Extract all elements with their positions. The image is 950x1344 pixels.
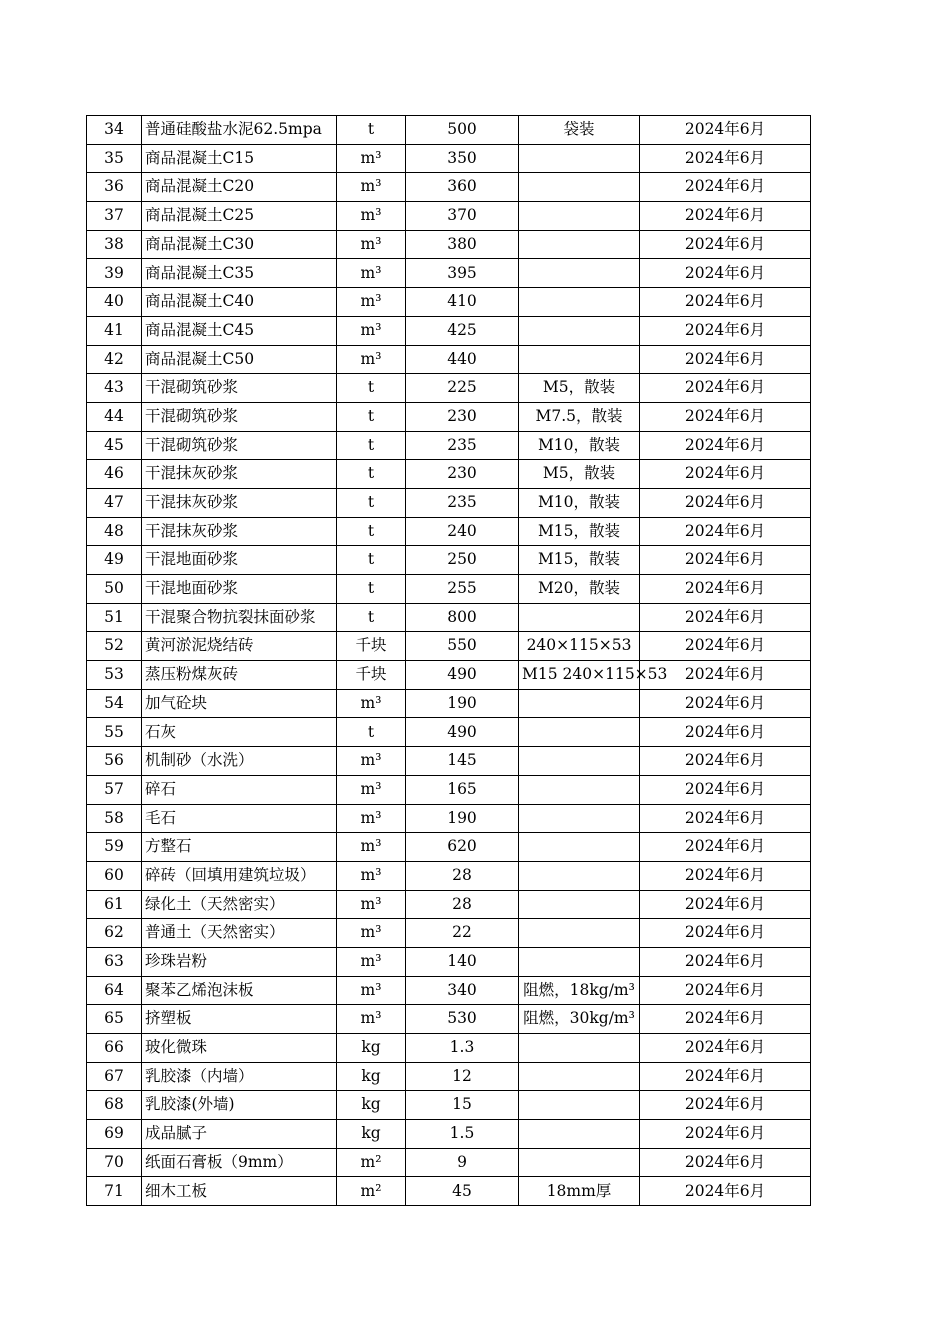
remark-cell [519,1091,640,1120]
row-number-cell: 62 [87,919,142,948]
price-cell: 380 [406,230,519,259]
row-number-cell: 66 [87,1034,142,1063]
date-cell: 2024年6月 [640,1120,811,1149]
row-number-cell: 47 [87,488,142,517]
row-number-cell: 59 [87,833,142,862]
material-name-cell: 普通硅酸盐水泥62.5mpa [142,116,337,145]
row-number-cell: 64 [87,976,142,1005]
table-row [87,1005,811,1034]
remark-cell: 18mm厚 [519,1177,640,1206]
unit-cell: kg [337,1062,406,1091]
table-row [87,1062,811,1091]
price-cell: 45 [406,1177,519,1206]
table-row [87,919,811,948]
material-name-cell: 绿化土（天然密实） [142,890,337,919]
remark-cell [519,775,640,804]
material-name-cell: 聚苯乙烯泡沫板 [142,976,337,1005]
date-cell: 2024年6月 [640,1091,811,1120]
remark-cell: M5，散装 [519,460,640,489]
price-cell: 230 [406,460,519,489]
remark-cell [519,689,640,718]
remark-cell [519,230,640,259]
remark-cell [519,345,640,374]
row-number-cell: 34 [87,116,142,145]
date-cell: 2024年6月 [640,288,811,317]
material-name-cell: 商品混凝土C15 [142,144,337,173]
table-row [87,144,811,173]
price-cell: 500 [406,116,519,145]
unit-cell: m³ [337,747,406,776]
price-cell: 1.3 [406,1034,519,1063]
remark-cell [519,804,640,833]
unit-cell: m³ [337,230,406,259]
price-cell: 370 [406,202,519,231]
unit-cell: t [337,517,406,546]
row-number-cell: 69 [87,1120,142,1149]
row-number-cell: 56 [87,747,142,776]
date-cell: 2024年6月 [640,575,811,604]
date-cell: 2024年6月 [640,947,811,976]
table-row [87,402,811,431]
material-name-cell: 挤塑板 [142,1005,337,1034]
table-row [87,890,811,919]
price-cell: 140 [406,947,519,976]
unit-cell: m² [337,1177,406,1206]
table-row [87,661,811,690]
material-name-cell: 机制砂（水洗） [142,747,337,776]
date-cell: 2024年6月 [640,345,811,374]
unit-cell: m³ [337,202,406,231]
date-cell: 2024年6月 [640,1062,811,1091]
price-cell: 28 [406,861,519,890]
date-cell: 2024年6月 [640,976,811,1005]
material-name-cell: 干混抹灰砂浆 [142,488,337,517]
price-cell: 240 [406,517,519,546]
price-cell: 425 [406,316,519,345]
remark-cell: M15，散装 [519,517,640,546]
date-cell: 2024年6月 [640,202,811,231]
price-cell: 490 [406,661,519,690]
price-cell: 235 [406,488,519,517]
row-number-cell: 50 [87,575,142,604]
table-row [87,316,811,345]
material-name-cell: 干混抹灰砂浆 [142,460,337,489]
date-cell: 2024年6月 [640,804,811,833]
row-number-cell: 45 [87,431,142,460]
table-row [87,861,811,890]
material-name-cell: 乳胶漆(外墙) [142,1091,337,1120]
row-number-cell: 37 [87,202,142,231]
material-name-cell: 加气砼块 [142,689,337,718]
table-row [87,374,811,403]
table-row [87,202,811,231]
remark-cell: M10，散装 [519,488,640,517]
row-number-cell: 54 [87,689,142,718]
unit-cell: m³ [337,976,406,1005]
unit-cell: t [337,603,406,632]
date-cell: 2024年6月 [640,402,811,431]
remark-cell: 240×115×53 [519,632,640,661]
unit-cell: t [337,402,406,431]
table-row [87,947,811,976]
material-name-cell: 商品混凝土C45 [142,316,337,345]
row-number-cell: 70 [87,1148,142,1177]
remark-cell [519,603,640,632]
remark-cell [519,1120,640,1149]
remark-cell: M7.5，散装 [519,402,640,431]
date-cell: 2024年6月 [640,259,811,288]
price-cell: 340 [406,976,519,1005]
row-number-cell: 60 [87,861,142,890]
table-body [87,116,811,1206]
unit-cell: m³ [337,316,406,345]
row-number-cell: 46 [87,460,142,489]
row-number-cell: 67 [87,1062,142,1091]
remark-cell: 阻燃，18kg/m³ [519,976,640,1005]
price-cell: 145 [406,747,519,776]
remark-cell [519,747,640,776]
remark-cell [519,173,640,202]
price-cell: 410 [406,288,519,317]
row-number-cell: 49 [87,546,142,575]
date-cell: 2024年6月 [640,833,811,862]
table-row [87,603,811,632]
row-number-cell: 52 [87,632,142,661]
price-cell: 190 [406,689,519,718]
material-name-cell: 干混砌筑砂浆 [142,374,337,403]
unit-cell: m³ [337,833,406,862]
material-name-cell: 碎石 [142,775,337,804]
unit-cell: m³ [337,1005,406,1034]
material-name-cell: 干混地面砂浆 [142,546,337,575]
price-cell: 360 [406,173,519,202]
unit-cell: t [337,488,406,517]
unit-cell: m³ [337,288,406,317]
date-cell: 2024年6月 [640,316,811,345]
date-cell: 2024年6月 [640,116,811,145]
row-number-cell: 57 [87,775,142,804]
date-cell: 2024年6月 [640,890,811,919]
date-cell: 2024年6月 [640,1148,811,1177]
material-name-cell: 干混砌筑砂浆 [142,402,337,431]
remark-cell: 阻燃，30kg/m³ [519,1005,640,1034]
table-row [87,546,811,575]
table-row [87,1091,811,1120]
date-cell: 2024年6月 [640,603,811,632]
material-name-cell: 石灰 [142,718,337,747]
remark-cell [519,316,640,345]
remark-cell [519,144,640,173]
price-cell: 15 [406,1091,519,1120]
date-cell: 2024年6月 [640,144,811,173]
unit-cell: t [337,575,406,604]
price-cell: 255 [406,575,519,604]
material-name-cell: 纸面石膏板（9mm） [142,1148,337,1177]
unit-cell: 千块 [337,632,406,661]
price-cell: 490 [406,718,519,747]
price-cell: 165 [406,775,519,804]
material-name-cell: 干混抹灰砂浆 [142,517,337,546]
price-cell: 12 [406,1062,519,1091]
unit-cell: m³ [337,947,406,976]
table-row [87,431,811,460]
unit-cell: kg [337,1091,406,1120]
price-cell: 800 [406,603,519,632]
row-number-cell: 53 [87,661,142,690]
unit-cell: t [337,374,406,403]
date-cell: 2024年6月 [640,861,811,890]
table-row [87,1148,811,1177]
price-cell: 190 [406,804,519,833]
price-cell: 620 [406,833,519,862]
unit-cell: 千块 [337,661,406,690]
row-number-cell: 39 [87,259,142,288]
date-cell: 2024年6月 [640,517,811,546]
table-row [87,345,811,374]
date-cell: 2024年6月 [640,632,811,661]
unit-cell: m³ [337,259,406,288]
row-number-cell: 63 [87,947,142,976]
material-name-cell: 珍珠岩粉 [142,947,337,976]
unit-cell: m³ [337,173,406,202]
date-cell: 2024年6月 [640,718,811,747]
remark-cell: M10，散装 [519,431,640,460]
table-row [87,259,811,288]
date-cell: 2024年6月 [640,488,811,517]
unit-cell: kg [337,1120,406,1149]
row-number-cell: 55 [87,718,142,747]
table-row [87,173,811,202]
remark-cell [519,890,640,919]
unit-cell: m² [337,1148,406,1177]
price-cell: 530 [406,1005,519,1034]
table-row [87,1177,811,1206]
unit-cell: t [337,718,406,747]
unit-cell: m³ [337,345,406,374]
remark-cell [519,1062,640,1091]
date-cell: 2024年6月 [640,431,811,460]
unit-cell: m³ [337,689,406,718]
unit-cell: m³ [337,144,406,173]
date-cell: 2024年6月 [640,747,811,776]
date-cell: 2024年6月 [640,689,811,718]
table-row [87,976,811,1005]
row-number-cell: 65 [87,1005,142,1034]
row-number-cell: 44 [87,402,142,431]
date-cell: 2024年6月 [640,1005,811,1034]
material-name-cell: 商品混凝土C40 [142,288,337,317]
material-name-cell: 玻化微珠 [142,1034,337,1063]
row-number-cell: 36 [87,173,142,202]
unit-cell: m³ [337,804,406,833]
table-row [87,718,811,747]
material-name-cell: 碎砖（回填用建筑垃圾） [142,861,337,890]
price-cell: 9 [406,1148,519,1177]
remark-cell [519,718,640,747]
table-row [87,833,811,862]
remark-cell: M15，散装 [519,546,640,575]
table-row [87,288,811,317]
table-row [87,632,811,661]
material-name-cell: 蒸压粉煤灰砖 [142,661,337,690]
table-row [87,230,811,259]
remark-cell [519,861,640,890]
remark-cell [519,947,640,976]
material-name-cell: 商品混凝土C25 [142,202,337,231]
row-number-cell: 43 [87,374,142,403]
price-cell: 395 [406,259,519,288]
remark-cell [519,288,640,317]
material-name-cell: 成品腻子 [142,1120,337,1149]
unit-cell: m³ [337,861,406,890]
row-number-cell: 48 [87,517,142,546]
price-cell: 550 [406,632,519,661]
table-row [87,488,811,517]
material-name-cell: 黄河淤泥烧结砖 [142,632,337,661]
unit-cell: t [337,431,406,460]
unit-cell: kg [337,1034,406,1063]
date-cell: 2024年6月 [640,919,811,948]
row-number-cell: 41 [87,316,142,345]
material-name-cell: 商品混凝土C50 [142,345,337,374]
remark-cell: M20，散装 [519,575,640,604]
date-cell: 2024年6月 [640,173,811,202]
date-cell: 2024年6月 [640,661,811,690]
table-row [87,575,811,604]
remark-cell: 袋装 [519,116,640,145]
price-cell: 440 [406,345,519,374]
price-cell: 1.5 [406,1120,519,1149]
material-name-cell: 细木工板 [142,1177,337,1206]
date-cell: 2024年6月 [640,1177,811,1206]
date-cell: 2024年6月 [640,546,811,575]
material-name-cell: 商品混凝土C35 [142,259,337,288]
material-name-cell: 干混地面砂浆 [142,575,337,604]
row-number-cell: 61 [87,890,142,919]
row-number-cell: 58 [87,804,142,833]
row-number-cell: 38 [87,230,142,259]
remark-cell [519,1148,640,1177]
table-row [87,747,811,776]
unit-cell: t [337,546,406,575]
material-price-table [86,115,811,1206]
row-number-cell: 71 [87,1177,142,1206]
row-number-cell: 51 [87,603,142,632]
unit-cell: m³ [337,890,406,919]
remark-cell [519,833,640,862]
table-row [87,517,811,546]
row-number-cell: 35 [87,144,142,173]
material-name-cell: 方整石 [142,833,337,862]
remark-cell: M5，散装 [519,374,640,403]
remark-cell [519,259,640,288]
unit-cell: m³ [337,775,406,804]
table-row [87,689,811,718]
date-cell: 2024年6月 [640,374,811,403]
remark-cell [519,919,640,948]
table-row [87,1034,811,1063]
material-name-cell: 乳胶漆（内墙） [142,1062,337,1091]
remark-cell: M15 240×115×53 [519,661,640,690]
price-cell: 28 [406,890,519,919]
row-number-cell: 68 [87,1091,142,1120]
price-cell: 350 [406,144,519,173]
material-name-cell: 商品混凝土C30 [142,230,337,259]
material-name-cell: 干混聚合物抗裂抹面砂浆 [142,603,337,632]
row-number-cell: 40 [87,288,142,317]
price-cell: 235 [406,431,519,460]
unit-cell: t [337,116,406,145]
table-row [87,775,811,804]
table-row [87,116,811,145]
row-number-cell: 42 [87,345,142,374]
unit-cell: t [337,460,406,489]
material-name-cell: 商品混凝土C20 [142,173,337,202]
date-cell: 2024年6月 [640,460,811,489]
unit-cell: m³ [337,919,406,948]
price-cell: 22 [406,919,519,948]
price-cell: 250 [406,546,519,575]
remark-cell [519,1034,640,1063]
material-name-cell: 普通土（天然密实） [142,919,337,948]
price-cell: 230 [406,402,519,431]
table-row [87,804,811,833]
material-name-cell: 干混砌筑砂浆 [142,431,337,460]
date-cell: 2024年6月 [640,1034,811,1063]
date-cell: 2024年6月 [640,775,811,804]
date-cell: 2024年6月 [640,230,811,259]
price-cell: 225 [406,374,519,403]
remark-cell [519,202,640,231]
material-name-cell: 毛石 [142,804,337,833]
table-row [87,1120,811,1149]
table-row [87,460,811,489]
